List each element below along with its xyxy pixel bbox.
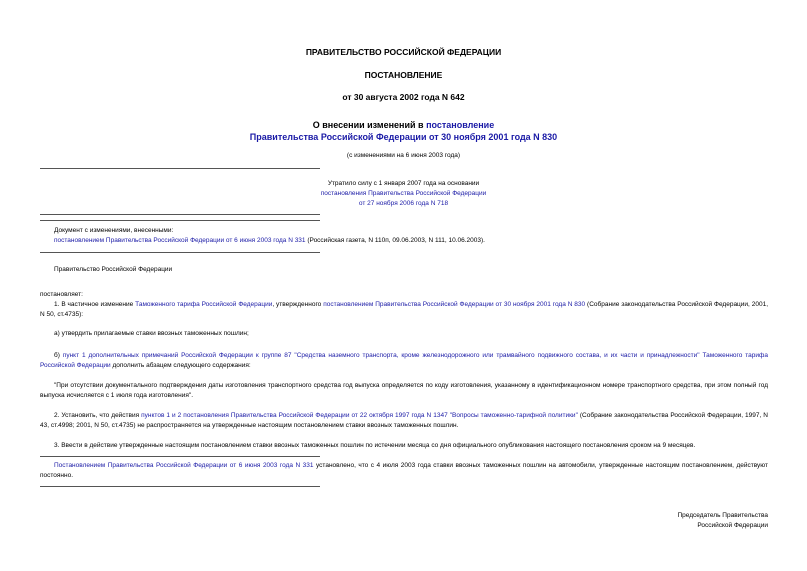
paragraph-b: б) пункт 1 дополнительных примечаний Российской Федерации к группе 87 "Средства наземного транспорта, кроме железнодорожного или трамвайного подвижного состава, и их части и принадлежности" Таможенного тарифа Российской Федерации дополнить абзацем следующего содержания: (40, 352, 768, 369)
government-heading: ПРАВИТЕЛЬСТВО РОССИЙСКОЙ ФЕДЕРАЦИИ (305, 47, 502, 57)
status-link-line3[interactable]: от 27 ноября 2006 года N 718 (358, 200, 449, 207)
title-link-line2[interactable]: Правительства Российской Федерации от 30 ноября 2001 года N 830 (249, 132, 558, 142)
paragraph-3: 3. Ввести в действие утвержденные настоящим постановлением ставки ввозных таможенных пошлин по истечении месяца со дня официального опубликования настоящего постановления сроком на 9 месяцев. (54, 442, 696, 449)
divider (40, 252, 320, 253)
title-prefix: О внесении изменений в (312, 120, 427, 130)
divider (40, 220, 320, 221)
paragraph-a: а) утвердить прилагаемые ставки ввозных таможенных пошлин; (54, 330, 249, 337)
quoted-paragraph: "При отсутствии документального подтверждения даты изготовления транспортного средства год выпуска определяется по коду изготовления, указанному в идентификационном номере транспортного средства, при этом полный год выпуска исчисляется с 1 июля года изготовления". (40, 382, 768, 399)
title-link-resolution[interactable]: постановление (426, 120, 495, 130)
divider (40, 486, 320, 487)
link-resolution-830[interactable]: постановлением Правительства Российской Федерации от 30 ноября 2001 года N 830 (323, 301, 586, 308)
body-government: Правительство Российской Федерации (54, 266, 173, 273)
link-group-87-note[interactable]: пункт 1 дополнительных примечаний Российской Федерации к группе 87 "Средства наземного транспорта, кроме железнодорожного или трамвайного подвижного состава, и их части и принадлежности" Таможенного тарифа Российской Федерации (40, 352, 768, 369)
changes-line (54, 236, 774, 246)
changes-label: Документ с изменениями, внесенными: (54, 227, 174, 234)
changes-link[interactable]: постановлением Правительства Российской Федерации от 6 июня 2003 года N 331 (54, 237, 306, 244)
paragraph-2: 2. Установить, что действия пунктов 1 и 2 постановления Правительства Российской Федерации от 22 октября 1997 года N 1347 "Вопросы таможенно-тарифной политики" (Собрание законодательства Российской Федерации, 1997, N 43, ст.4998; 2001, N 50, ст.4735) не распространяется на утвержденные настоящим постановлением ставки ввозных таможенных пошлин. (40, 412, 768, 429)
paragraph-4: Постановлением Правительства Российской Федерации от 6 июня 2003 года N 331 установлено, что с 4 июля 2003 года ставки ввозных таможенных пошлин на автомобили, утвержденные настоящим постановлением, действуют постоянно. (40, 462, 769, 479)
signature-country: Российской Федерации (697, 522, 768, 529)
status-line1: Утратило силу с 1 января 2007 года на основании (327, 180, 480, 187)
date-number-heading: от 30 августа 2002 года N 642 (342, 92, 465, 102)
signature-title: Председатель Правительства (677, 512, 768, 519)
document-title (0, 120, 807, 130)
amendment-note: (с изменениями на 6 июня 2003 года) (346, 152, 461, 159)
status-link-line2[interactable]: постановления Правительства Российской Федерации (320, 190, 487, 197)
link-customs-tariff[interactable]: Таможенного тарифа Российской Федерации (135, 301, 273, 308)
changes-source: (Российская газета, N 110п, 09.06.2003, N 111, 10.06.2003). (305, 237, 485, 244)
link-resolution-331[interactable]: Постановлением Правительства Российской Федерации от 6 июня 2003 года N 331 (54, 462, 314, 469)
body-decrees: постановляет: (40, 291, 83, 298)
link-resolution-1347[interactable]: пунктов 1 и 2 постановления Правительства Российской Федерации от 22 октября 1997 года N 1347 "Вопросы таможенно-тарифной политики" (141, 412, 578, 419)
divider (40, 168, 320, 169)
doc-type-heading: ПОСТАНОВЛЕНИЕ (364, 70, 443, 80)
divider (40, 214, 320, 215)
divider (40, 456, 320, 457)
paragraph-1: 1. В частичное изменение Таможенного тарифа Российской Федерации, утвержденного постановлением Правительства Российской Федерации от 30 ноября 2001 года N 830 (Собрание законодательства Российской Федерации, 2001, N 50, ст.4735): (40, 301, 769, 318)
